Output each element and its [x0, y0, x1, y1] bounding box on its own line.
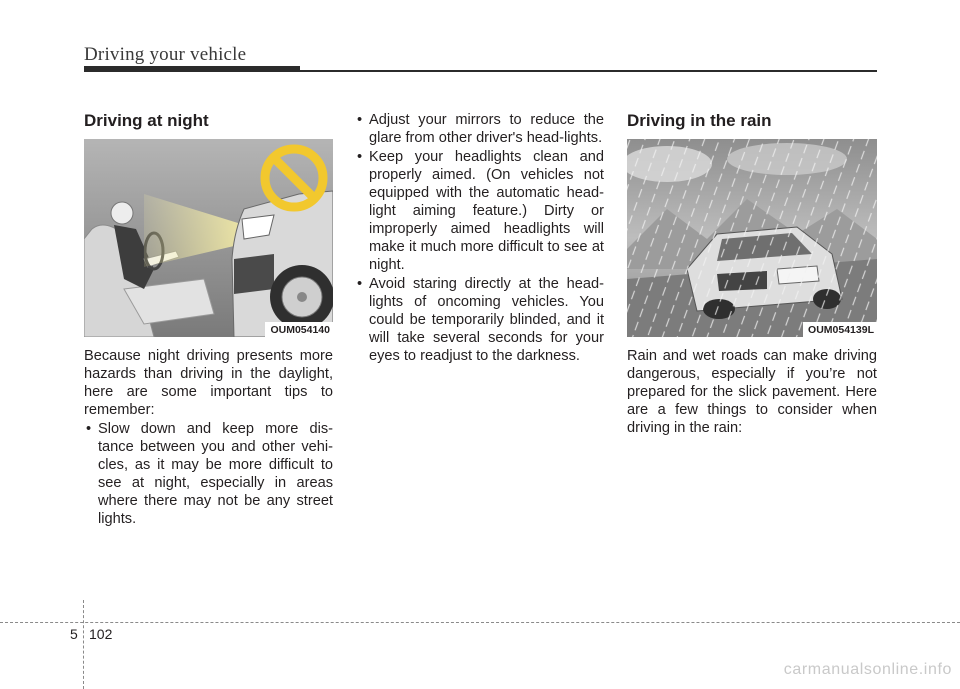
rain-text-column	[627, 347, 877, 437]
footer-divider-vertical	[83, 600, 84, 689]
night-bullet-item	[355, 275, 604, 365]
header-rule-thick	[84, 66, 300, 72]
rain-driving-illustration	[627, 139, 877, 337]
page-number: 102	[89, 626, 113, 642]
bullet-icon: •	[86, 421, 92, 437]
section-heading-rain: Driving in the rain	[627, 111, 772, 130]
bullet-icon: •	[357, 112, 363, 128]
page-header-title: Driving your vehicle	[84, 44, 247, 65]
night-bullet-text: Avoid staring directly at the head-lights of oncoming vehicles. You could be temporarily blinded, and it will take several seconds for your eyes to readjust to the darkness.	[369, 276, 604, 364]
night-bullet-text: Adjust your mirrors to reduce the glare from other driver's head-lights.	[369, 112, 604, 146]
rain-driving-drawing	[627, 139, 877, 337]
header-rule-thin	[300, 70, 877, 72]
bullet-icon: •	[357, 149, 363, 165]
night-text-column-2	[355, 111, 604, 365]
section-heading-night: Driving at night	[84, 111, 209, 130]
night-bullet-item	[355, 111, 604, 147]
bullet-icon: •	[357, 276, 363, 292]
figure-code-rain: OUM054139L	[803, 322, 877, 337]
footer-divider-horizontal	[0, 622, 960, 623]
night-bullet-item	[355, 148, 604, 274]
night-bullet-text: Slow down and keep more dis-tance between you and other vehi-cles, as it may be more difficult to see at night, especially in areas where there may not be any street lights.	[98, 421, 333, 527]
night-bullet-item	[84, 420, 333, 528]
prohibition-icon	[259, 143, 329, 213]
night-driving-illustration	[84, 139, 333, 337]
night-bullet-text: Keep your headlights clean and properly aimed. (On vehicles not equipped with the automatic head-light aiming feature.) Dirty or improperly aimed headlights will make it much more difficult to see at night.	[369, 149, 604, 273]
night-text-column-1	[84, 347, 333, 528]
rain-intro-paragraph: Rain and wet roads can make driving dangerous, especially if you’re not prepared for the slick pavement. Here are a few things to consider when driving in the rain:	[627, 348, 877, 436]
watermark-text: carmanualsonline.info	[783, 661, 952, 678]
night-intro-paragraph: Because night driving presents more hazards than driving in the daylight, here are some important tips to remember:	[84, 348, 333, 418]
figure-code-night: OUM054140	[265, 322, 333, 337]
chapter-number: 5	[70, 626, 78, 642]
